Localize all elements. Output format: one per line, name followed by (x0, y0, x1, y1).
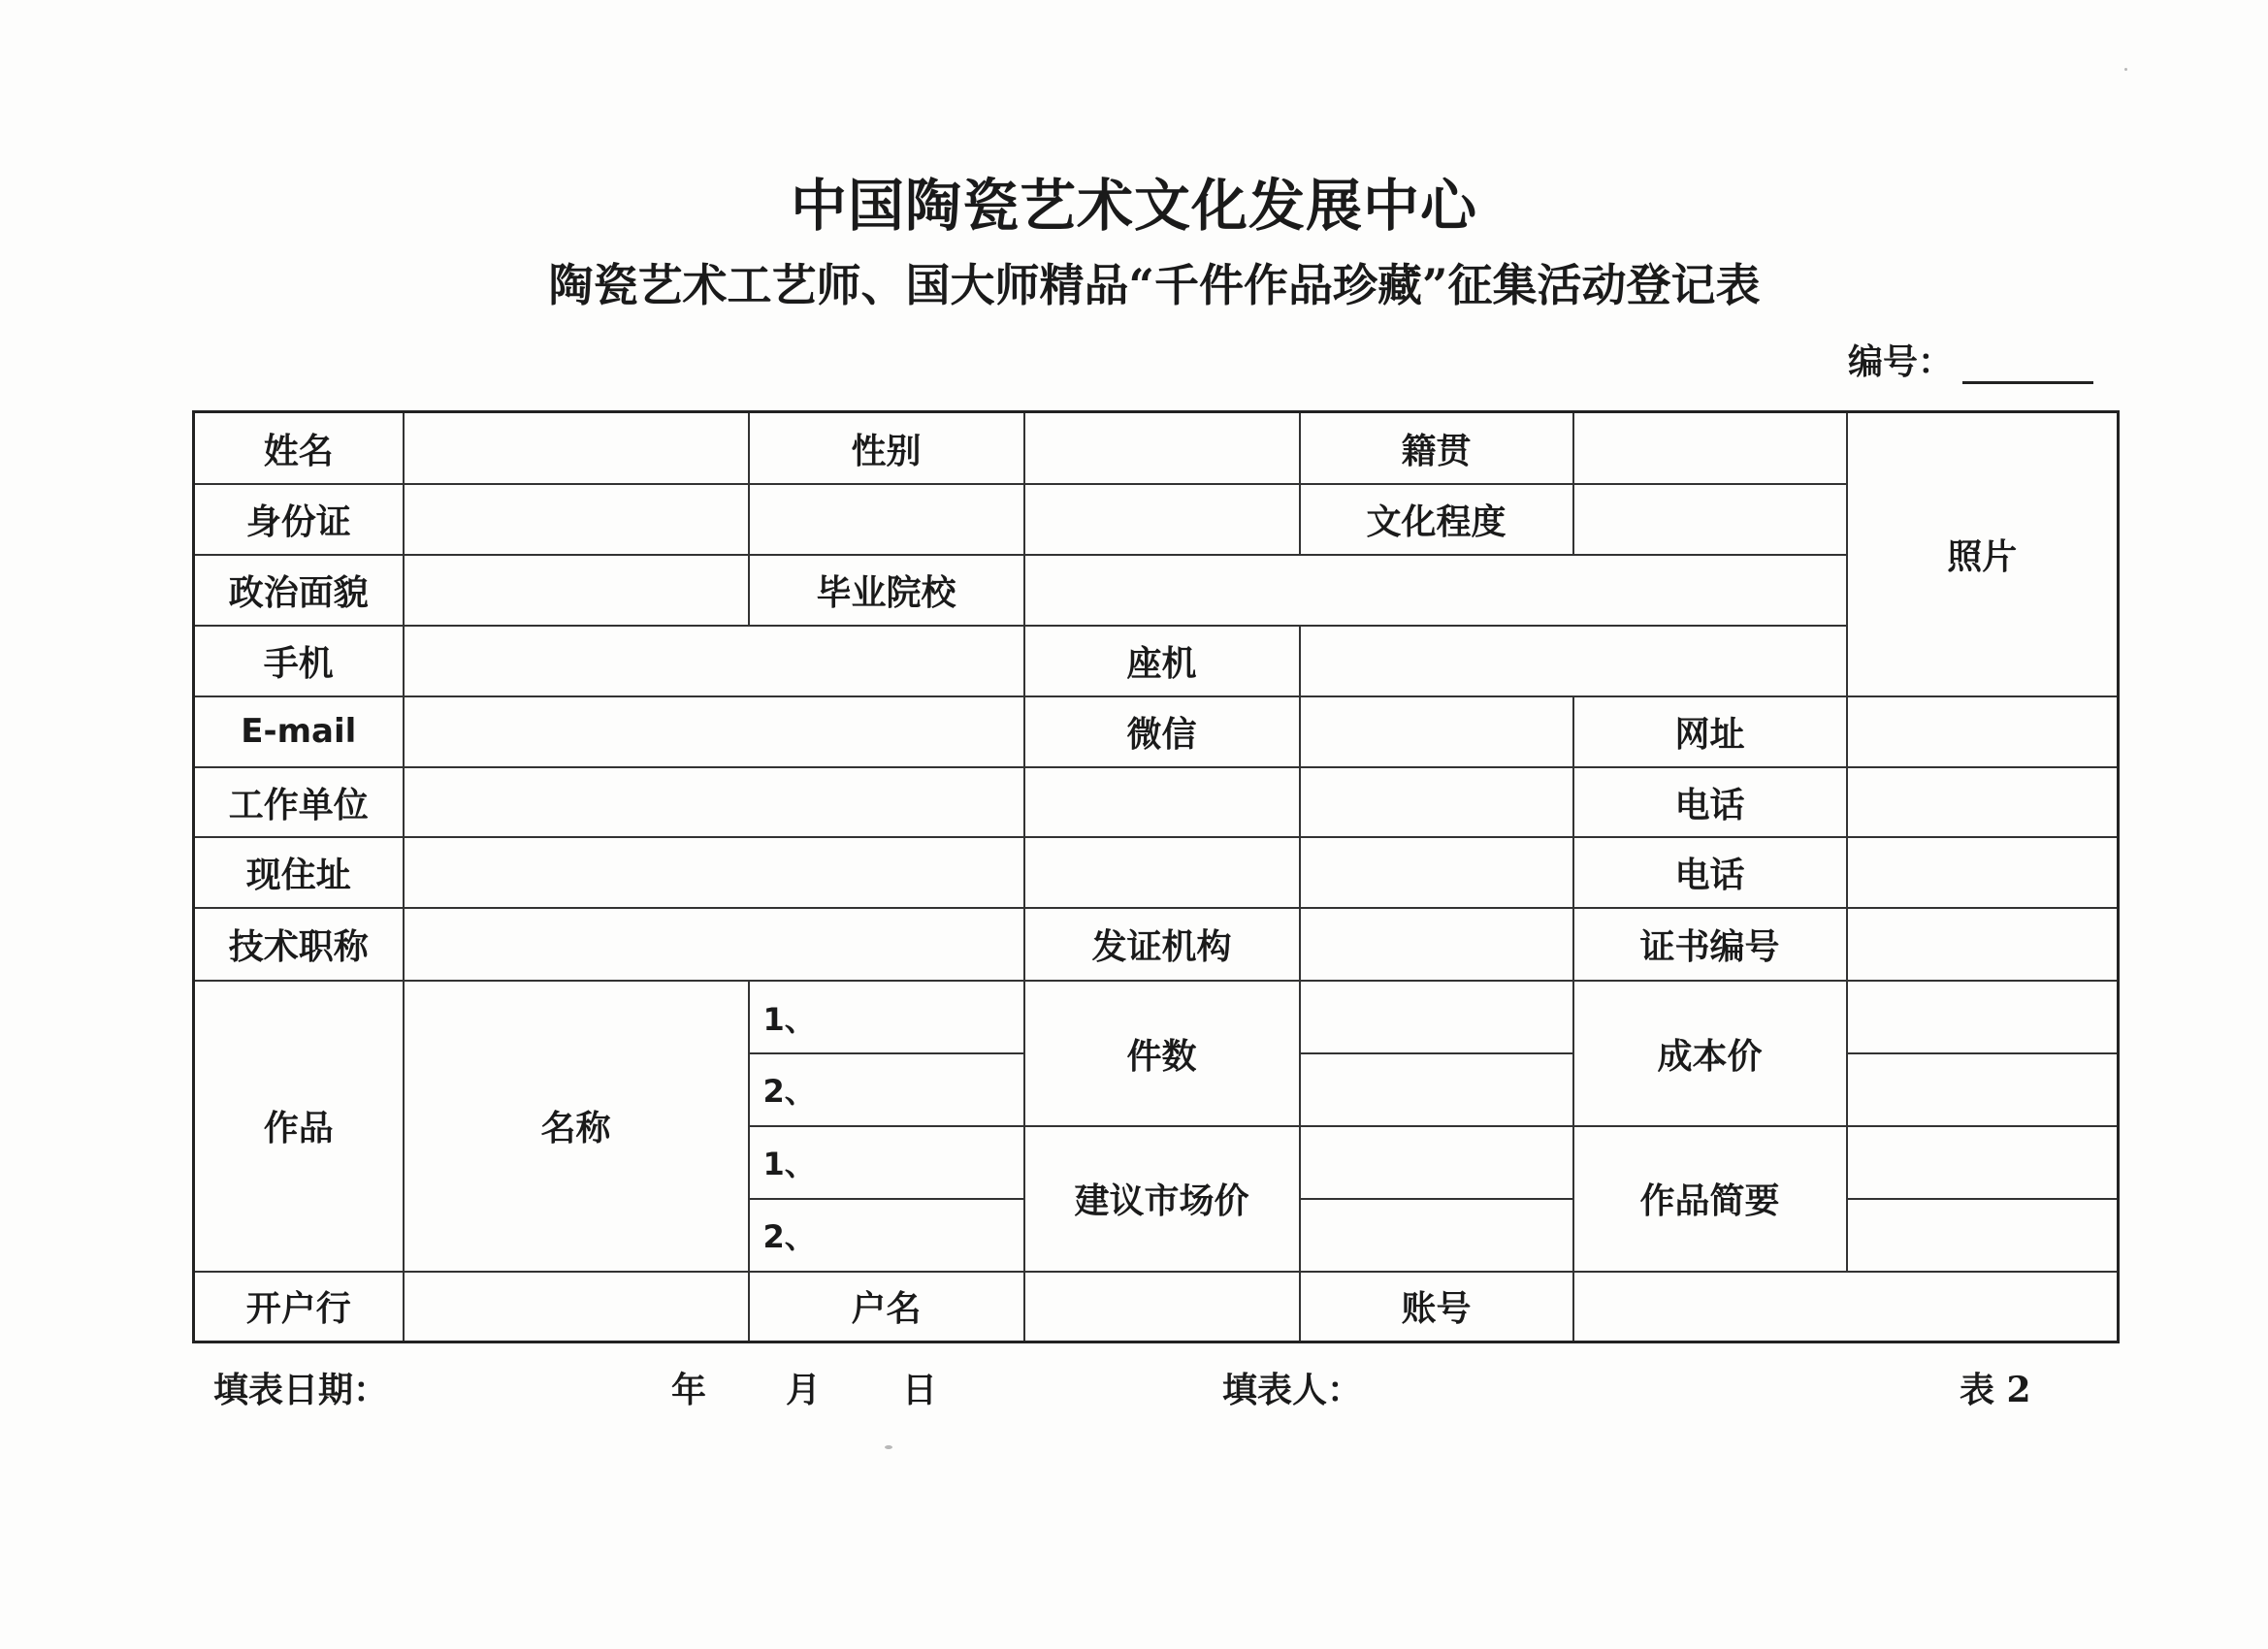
label-political-status: 政治面貌 (194, 555, 404, 626)
field-current-address[interactable] (404, 837, 1024, 908)
label-quantity: 件数 (1024, 981, 1300, 1126)
field-graduated-school[interactable] (1024, 555, 1847, 626)
registration-table (192, 410, 2120, 1343)
label-name: 姓名 (194, 412, 404, 485)
label-issuing-authority: 发证机构 (1024, 908, 1300, 981)
label-landline: 座机 (1024, 626, 1300, 696)
label-wechat: 微信 (1024, 696, 1300, 767)
label-suggested-price: 建议市场价 (1024, 1126, 1300, 1272)
label-phone-1: 电话 (1573, 767, 1847, 838)
filler-label: 填表人： (1222, 1370, 1363, 1410)
field-current-address-2[interactable] (1024, 837, 1300, 908)
label-email: E-mail (194, 696, 404, 767)
label-website: 网址 (1573, 696, 1847, 767)
form-subtitle: 陶瓷艺术工艺师、国大师精品“千件作品珍藏”征集活动登记表 (548, 259, 1761, 311)
label-work-name: 名称 (404, 981, 749, 1271)
label-phone-2: 电话 (1573, 837, 1847, 908)
field-native-place[interactable] (1573, 412, 1847, 485)
page-title: 中国陶瓷艺术文化发展中心 (790, 173, 1477, 239)
field-landline[interactable] (1300, 626, 1847, 696)
field-account-name[interactable] (1024, 1272, 1300, 1342)
field-work-unit[interactable] (404, 767, 1024, 838)
field-current-address-3[interactable] (1300, 837, 1573, 908)
day-label: 日 (902, 1370, 938, 1410)
field-bank[interactable] (404, 1272, 749, 1342)
field-cost-price-1[interactable] (1847, 981, 2119, 1053)
scan-speck (885, 1445, 892, 1449)
label-work-unit: 工作单位 (194, 767, 404, 838)
field-work-summary-1[interactable] (1847, 1126, 2119, 1199)
field-id-card-3[interactable] (1024, 484, 1300, 555)
label-current-address: 现住址 (194, 837, 404, 908)
field-account-no[interactable] (1573, 1272, 2119, 1342)
serial-blank[interactable] (1962, 346, 2093, 384)
label-certificate-no: 证书编号 (1573, 908, 1847, 981)
work-item-2a[interactable]: 2、 (749, 1053, 1024, 1126)
photo-box[interactable]: 照片 (1847, 412, 2119, 696)
field-quantity-1[interactable] (1300, 981, 1573, 1053)
label-technical-title: 技术职称 (194, 908, 404, 981)
field-suggested-price-1[interactable] (1300, 1126, 1573, 1199)
field-certificate-no[interactable] (1847, 908, 2119, 981)
field-gender[interactable] (1024, 412, 1300, 485)
fill-date-label: 填表日期： (213, 1370, 389, 1410)
field-quantity-2[interactable] (1300, 1053, 1573, 1126)
label-education: 文化程度 (1300, 484, 1573, 555)
field-website[interactable] (1847, 696, 2119, 767)
work-item-2b[interactable]: 2、 (749, 1199, 1024, 1272)
field-phone-1[interactable] (1847, 767, 2119, 838)
label-cost-price: 成本价 (1573, 981, 1847, 1126)
scan-speck (2124, 68, 2127, 71)
label-id-card: 身份证 (194, 484, 404, 555)
label-work-summary: 作品简要 (1573, 1126, 1847, 1272)
work-item-1b[interactable]: 1、 (749, 1126, 1024, 1199)
field-phone-2[interactable] (1847, 837, 2119, 908)
field-id-card-1[interactable] (404, 484, 749, 555)
label-native-place: 籍贯 (1300, 412, 1573, 485)
serial-label: 编号： (1848, 341, 1954, 382)
field-cost-price-2[interactable] (1847, 1053, 2119, 1126)
month-label: 月 (786, 1370, 822, 1410)
field-issuing-authority[interactable] (1300, 908, 1573, 981)
label-gender: 性别 (749, 412, 1024, 485)
field-wechat[interactable] (1300, 696, 1573, 767)
work-item-1a[interactable]: 1、 (749, 981, 1024, 1053)
label-bank: 开户行 (194, 1272, 404, 1342)
field-technical-title[interactable] (404, 908, 1024, 981)
field-education[interactable] (1573, 484, 1847, 555)
field-work-unit-2[interactable] (1024, 767, 1300, 838)
label-mobile: 手机 (194, 626, 404, 696)
field-id-card-2[interactable] (749, 484, 1024, 555)
label-account-no: 账号 (1300, 1272, 1573, 1342)
label-account-name: 户名 (749, 1272, 1024, 1342)
serial-number (1848, 335, 2093, 384)
table-number: 表 2 (1960, 1370, 2031, 1410)
field-political-status[interactable] (404, 555, 749, 626)
label-graduated-school: 毕业院校 (749, 555, 1024, 626)
field-name[interactable] (404, 412, 749, 485)
label-works: 作品 (194, 981, 404, 1271)
field-work-unit-3[interactable] (1300, 767, 1573, 838)
field-suggested-price-2[interactable] (1300, 1199, 1573, 1272)
field-work-summary-2[interactable] (1847, 1199, 2119, 1272)
field-mobile[interactable] (404, 626, 1024, 696)
field-email[interactable] (404, 696, 1024, 767)
year-label: 年 (671, 1370, 707, 1410)
